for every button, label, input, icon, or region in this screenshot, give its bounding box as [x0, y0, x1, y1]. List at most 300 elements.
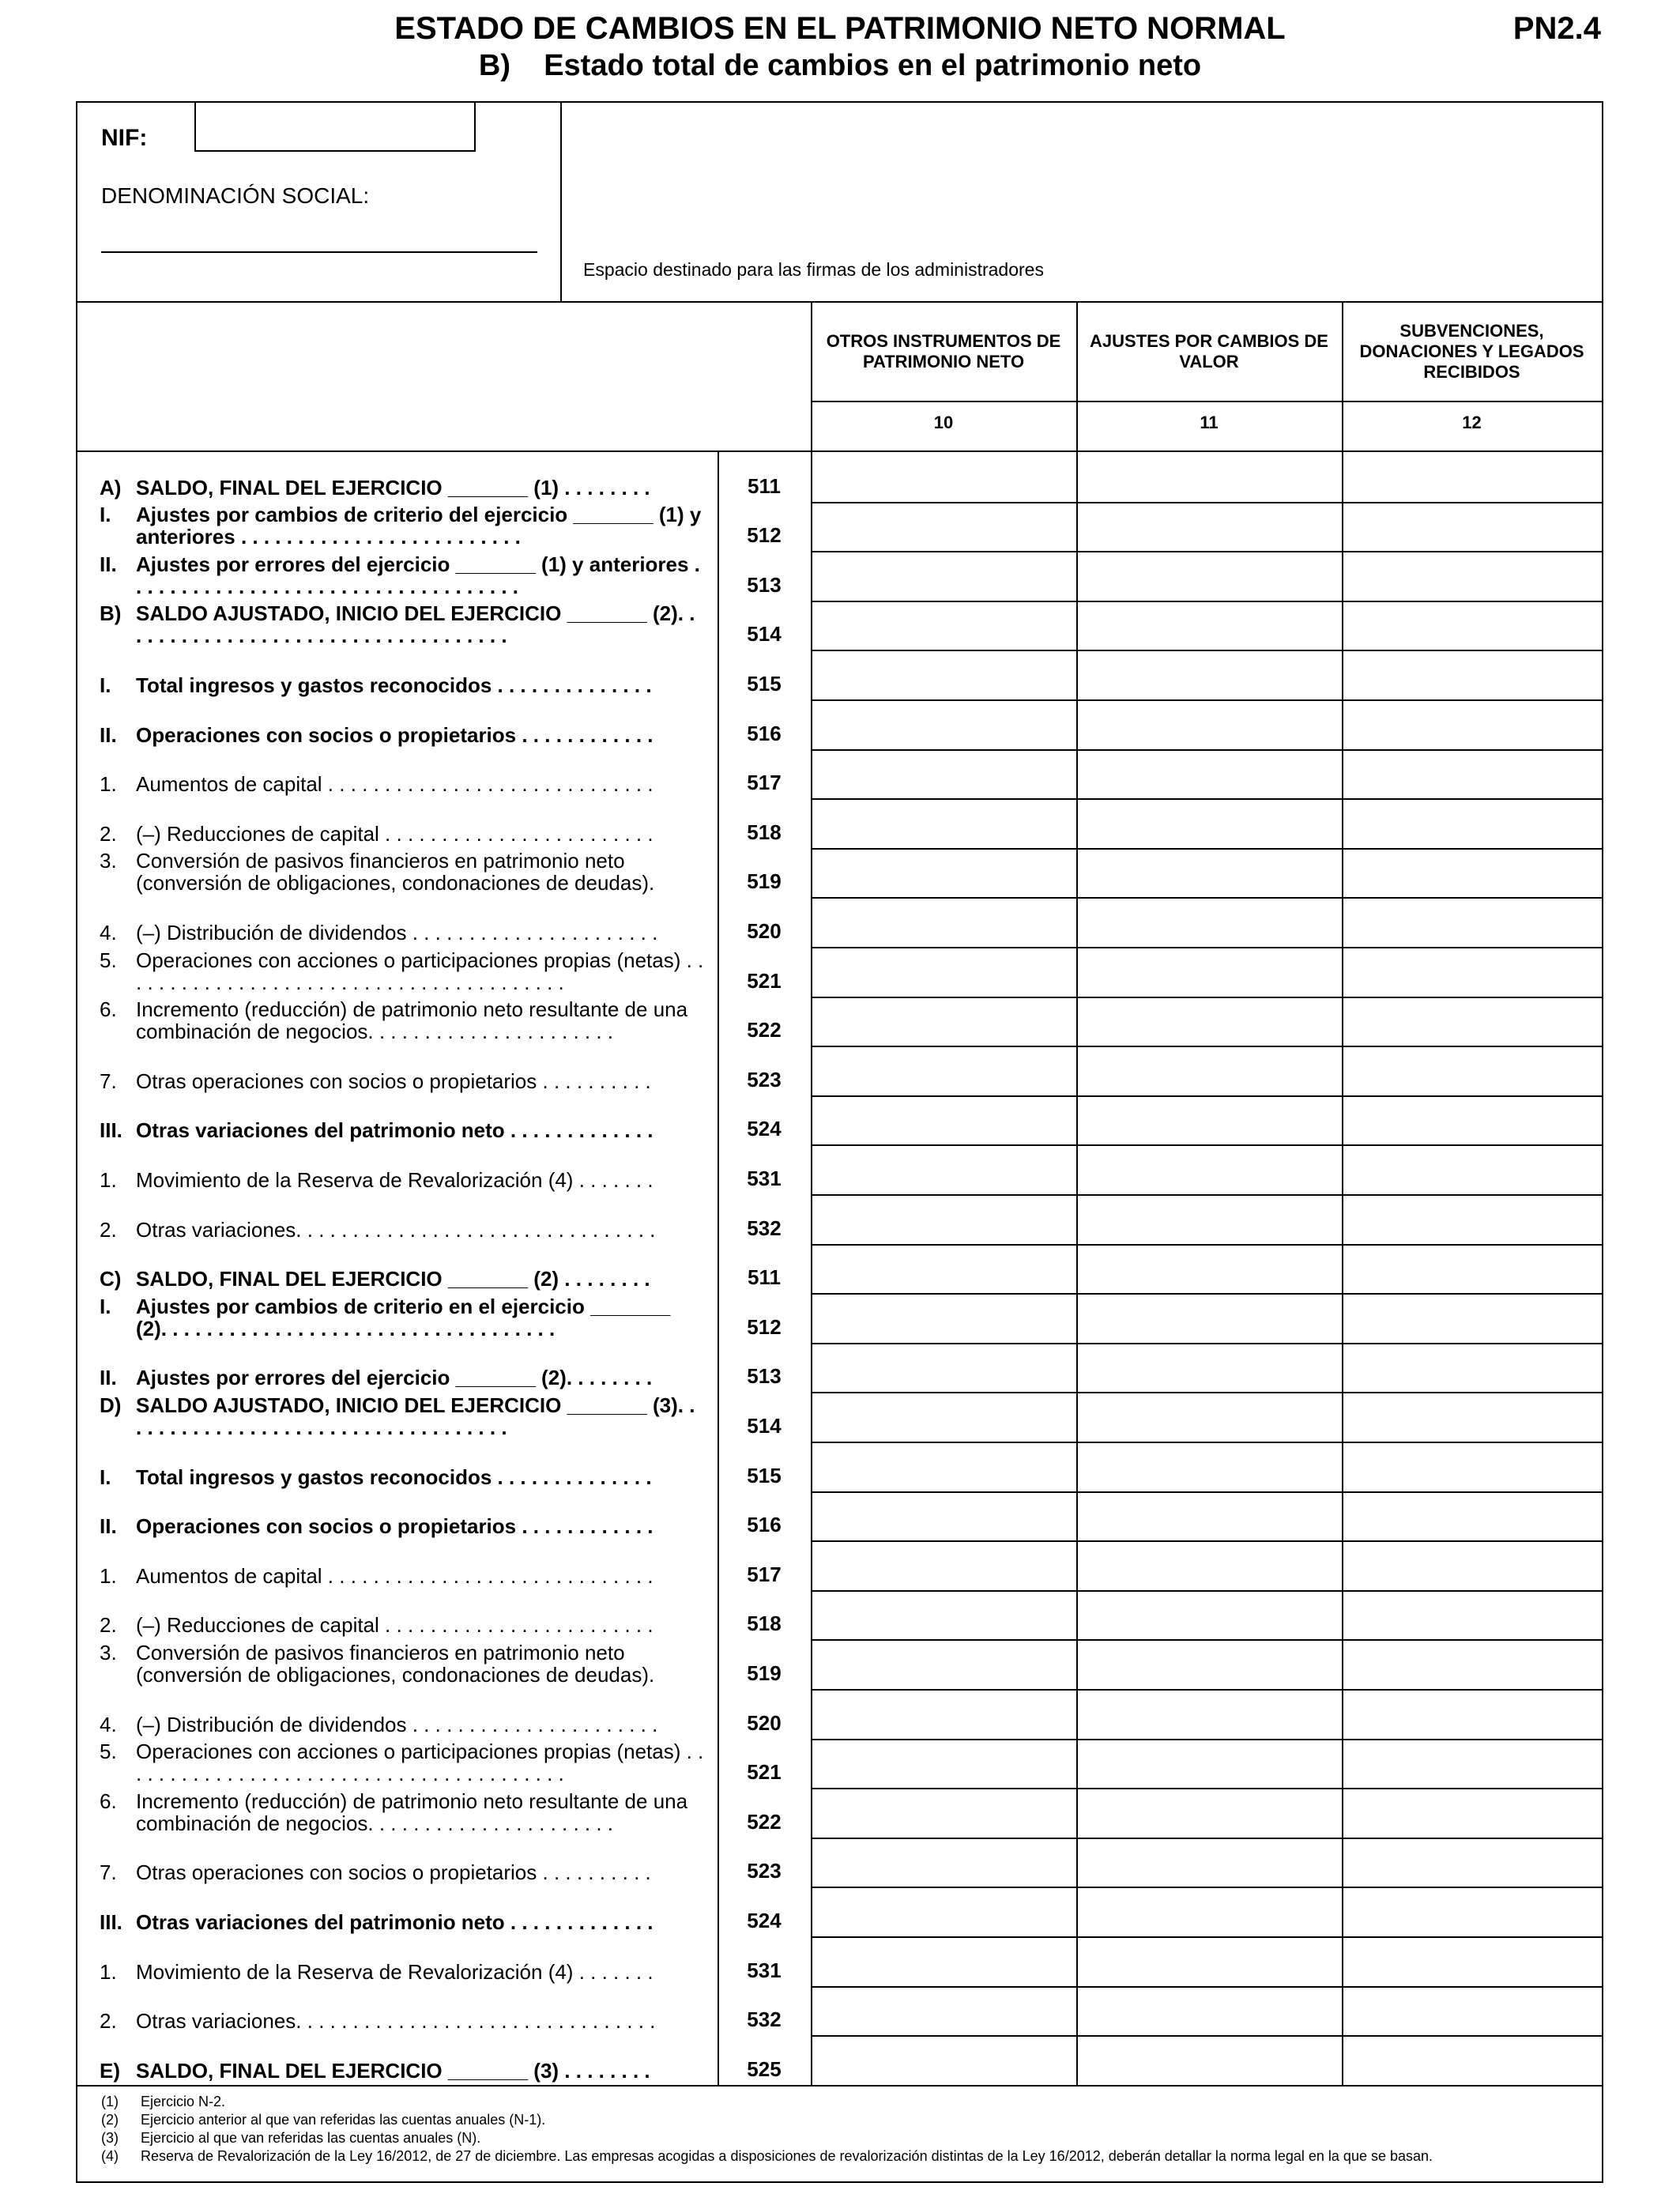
footnote	[101, 2129, 1433, 2147]
value-cell-10[interactable]	[812, 1244, 1076, 1294]
table-row	[77, 1046, 1602, 1095]
row-code: 518	[747, 820, 782, 844]
table-row	[77, 1144, 1602, 1194]
footnotes	[101, 2093, 1433, 2166]
value-cell-10[interactable]	[812, 1788, 1076, 1838]
row-code: 517	[747, 771, 782, 795]
row-number: 4.	[100, 1712, 117, 1736]
value-cell-12[interactable]	[1343, 1838, 1602, 1887]
footnote-number: (3)	[101, 2129, 119, 2146]
row-label	[100, 1961, 716, 1983]
value-cell-12[interactable]	[1343, 1293, 1602, 1343]
row-label	[100, 1119, 716, 1141]
row-label	[100, 1515, 716, 1537]
table-row	[77, 1936, 1602, 1986]
grid-line	[811, 301, 812, 452]
value-cell-10[interactable]	[812, 947, 1076, 997]
nif-label: NIF:	[101, 125, 148, 151]
row-code: 525	[747, 2056, 782, 2081]
table-row	[77, 650, 1602, 699]
value-cell-11[interactable]	[1078, 1639, 1342, 1689]
value-cell-11[interactable]	[1078, 2035, 1342, 2085]
value-cell-11[interactable]	[1078, 502, 1342, 552]
value-cell-10[interactable]	[812, 1442, 1076, 1491]
value-cell-11[interactable]	[1078, 1244, 1342, 1294]
value-cell-10[interactable]	[812, 502, 1076, 552]
row-code: 520	[747, 918, 782, 943]
value-cell-12[interactable]	[1343, 1986, 1602, 2036]
row-code: 512	[747, 523, 782, 548]
row-number: 6.	[100, 997, 117, 1022]
row-label	[100, 1911, 716, 1933]
row-code: 516	[747, 1513, 782, 1537]
row-code: 511	[748, 473, 781, 498]
grid-line	[811, 1590, 1602, 1592]
footnote-text: Ejercicio anterior al que van referidas las cuentas anuales (N-1).	[141, 2111, 546, 2128]
row-text: Incremento (reducción) de patrimonio neto resultante de una combinación de negocios. . . . . . . . . . . . . . . . . . . . . .	[136, 1789, 688, 1835]
grid-line	[811, 2035, 1602, 2037]
table-row	[77, 1639, 1602, 1689]
value-cell-12[interactable]	[1343, 1095, 1602, 1145]
table-row	[77, 1293, 1602, 1343]
page-subtitle: B) Estado total de cambios en el patrimonio neto	[478, 49, 1202, 82]
value-cell-11[interactable]	[1078, 650, 1342, 699]
row-number: 5.	[100, 948, 117, 972]
table-row	[77, 452, 1602, 502]
footnote	[101, 2147, 1433, 2166]
row-text: Operaciones con socios o propietarios . . . . . . . . . . . .	[136, 722, 654, 747]
value-cell-11[interactable]	[1078, 699, 1342, 749]
row-label	[100, 773, 716, 795]
table-row	[77, 1244, 1602, 1294]
row-code: 532	[747, 1216, 782, 1240]
row-number: III.	[100, 1909, 122, 1934]
row-text: Ajustes por cambios de criterio en el ejercicio _______ (2). . . . . . . . . . . . . . . . . . . . . . . . . . . . . . . . . . .	[136, 1294, 671, 1340]
row-number: II.	[100, 552, 117, 576]
denominacion-label: DENOMINACIÓN SOCIAL:	[101, 183, 370, 208]
value-cell-11[interactable]	[1078, 551, 1342, 601]
row-number: D)	[100, 1393, 122, 1417]
row-text: (–) Reducciones de capital . . . . . . . . . . . . . . . . . . . . . . . .	[136, 821, 654, 846]
value-cell-10[interactable]	[812, 1293, 1076, 1343]
table-row	[77, 551, 1602, 601]
value-cell-12[interactable]	[1343, 1639, 1602, 1689]
value-cell-10[interactable]	[812, 699, 1076, 749]
table-row	[77, 1838, 1602, 1887]
grid-line	[811, 1639, 1602, 1641]
table-row	[77, 798, 1602, 848]
value-cell-11[interactable]	[1078, 1095, 1342, 1145]
value-cell-11[interactable]	[1078, 1046, 1342, 1095]
grid-line	[811, 1293, 1602, 1295]
row-code: 513	[747, 572, 782, 597]
value-cell-11[interactable]	[1078, 452, 1342, 502]
grid-line	[811, 1739, 1602, 1740]
row-label	[100, 1219, 716, 1241]
value-cell-12[interactable]	[1343, 1244, 1602, 1294]
row-code: 532	[747, 2007, 782, 2032]
row-label	[100, 1367, 716, 1389]
row-code: 521	[747, 968, 782, 993]
column-number-10: 10	[933, 413, 954, 432]
row-label	[100, 1070, 716, 1092]
form-frame	[76, 101, 1603, 2183]
row-label	[100, 1642, 716, 1686]
value-cell-11[interactable]	[1078, 601, 1342, 650]
row-code: 531	[747, 1958, 782, 1982]
grid-line	[811, 1194, 1602, 1196]
value-cell-12[interactable]	[1343, 1936, 1602, 1986]
row-number: I.	[100, 1294, 111, 1318]
row-label	[100, 1740, 716, 1785]
row-text: Otras operaciones con socios o propietarios . . . . . . . . . .	[136, 1860, 651, 1885]
column-header-10: OTROS INSTRUMENTOS DE PATRIMONIO NETO	[826, 330, 1061, 371]
row-text: SALDO AJUSTADO, INICIO DEL EJERCICIO _______ (2). . . . . . . . . . . . . . . . . . . . . . . . . . . . . . . . . . .	[136, 601, 695, 648]
row-number: II.	[100, 722, 117, 747]
value-cell-10[interactable]	[812, 1739, 1076, 1789]
value-cell-12[interactable]	[1343, 502, 1602, 552]
row-text: Total ingresos y gastos reconocidos . . . . . . . . . . . . . .	[136, 673, 652, 697]
row-text: Incremento (reducción) de patrimonio neto resultante de una combinación de negocios. . . . . . . . . . . . . . . . . . . . . .	[136, 997, 688, 1044]
value-cell-10[interactable]	[812, 1343, 1076, 1393]
table-row	[77, 848, 1602, 898]
row-number: II.	[100, 1514, 117, 1539]
value-cell-12[interactable]	[1343, 1194, 1602, 1244]
value-cell-12[interactable]	[1343, 1392, 1602, 1442]
value-cell-11[interactable]	[1078, 997, 1342, 1046]
row-number: 2.	[100, 1217, 117, 1242]
row-label	[100, 998, 716, 1042]
row-code: 517	[747, 1562, 782, 1586]
row-code: 519	[747, 869, 782, 894]
page-title: ESTADO DE CAMBIOS EN EL PATRIMONIO NETO NORMAL	[394, 11, 1286, 46]
grid-line	[811, 1540, 1602, 1542]
table-row	[77, 1590, 1602, 1640]
footnote-number: (1)	[101, 2093, 119, 2109]
value-cell-10[interactable]	[812, 1986, 1076, 2036]
grid-line	[811, 1838, 1602, 1839]
grid-line	[811, 1046, 1602, 1047]
row-label	[100, 724, 716, 746]
value-cell-10[interactable]	[812, 1838, 1076, 1887]
row-text: Otras variaciones. . . . . . . . . . . . . . . . . . . . . . . . . . . . . . . .	[136, 1217, 656, 1242]
row-code: 513	[747, 1364, 782, 1389]
grid-line	[811, 947, 1602, 948]
row-text: Operaciones con acciones o participaciones propias (netas) . . . . . . . . . . . . . . . . . . . . . . . . . . . . . . . . . . . . . . . .	[136, 948, 704, 994]
row-code: 522	[747, 1809, 782, 1834]
value-cell-12[interactable]	[1343, 2035, 1602, 2085]
row-number: II.	[100, 1366, 117, 1390]
footnote-text: Reserva de Revalorización de la Ley 16/2012, de 27 de diciembre. Las empresas acogidas a disposiciones de revalorización distintas de la Ley 16/2012, deberán detallar la norma legal en la que se basan.	[141, 2147, 1433, 2164]
table-row	[77, 699, 1602, 749]
row-number: 1.	[100, 1167, 117, 1192]
grid-line	[1342, 301, 1343, 452]
value-cell-12[interactable]	[1343, 1343, 1602, 1393]
value-cell-11[interactable]	[1078, 749, 1342, 799]
value-cell-10[interactable]	[812, 650, 1076, 699]
row-number: 1.	[100, 772, 117, 797]
value-cell-12[interactable]	[1343, 897, 1602, 947]
row-number: C)	[100, 1267, 122, 1291]
grid-line	[811, 1244, 1602, 1246]
grid-line	[811, 997, 1602, 998]
row-label	[100, 602, 716, 647]
value-cell-10[interactable]	[812, 1095, 1076, 1145]
value-cell-11[interactable]	[1078, 798, 1342, 848]
grid-line	[811, 1986, 1602, 1988]
row-text: Otras operaciones con socios o propietarios . . . . . . . . . .	[136, 1069, 651, 1093]
value-cell-12[interactable]	[1343, 650, 1602, 699]
footnote	[101, 2111, 1433, 2129]
value-cell-12[interactable]	[1343, 1590, 1602, 1640]
value-cell-12[interactable]	[1343, 1144, 1602, 1194]
row-label	[100, 949, 716, 993]
row-code: 523	[747, 1859, 782, 1883]
row-label	[100, 553, 716, 598]
value-cell-11[interactable]	[1078, 1491, 1342, 1541]
value-cell-10[interactable]	[812, 1194, 1076, 1244]
value-cell-10[interactable]	[812, 1046, 1076, 1095]
row-text: SALDO, FINAL DEL EJERCICIO _______ (3) . . . . . . . .	[136, 2058, 650, 2083]
table-row	[77, 947, 1602, 997]
row-label	[100, 1565, 716, 1587]
value-cell-12[interactable]	[1343, 1689, 1602, 1739]
value-cell-11[interactable]	[1078, 1739, 1342, 1789]
table-row	[77, 1788, 1602, 1838]
row-text: Movimiento de la Reserva de Revalorización (4) . . . . . . .	[136, 1959, 654, 1984]
value-cell-12[interactable]	[1343, 1046, 1602, 1095]
grid-line	[811, 1936, 1602, 1938]
row-number: I.	[100, 1465, 111, 1489]
row-number: III.	[100, 1118, 122, 1143]
grid-line	[811, 1689, 1602, 1691]
footnote-number: (2)	[101, 2111, 119, 2128]
value-cell-11[interactable]	[1078, 1293, 1342, 1343]
grid-line	[811, 401, 1602, 402]
row-label	[100, 674, 716, 696]
grid-line	[811, 1491, 1602, 1493]
value-cell-10[interactable]	[812, 997, 1076, 1046]
row-code: 524	[747, 1908, 782, 1932]
value-cell-12[interactable]	[1343, 452, 1602, 502]
value-cell-12[interactable]	[1343, 1491, 1602, 1541]
row-number: 1.	[100, 1959, 117, 1984]
row-number: 3.	[100, 1640, 117, 1664]
footnote	[101, 2093, 1433, 2111]
value-cell-11[interactable]	[1078, 1887, 1342, 1936]
table-row	[77, 1491, 1602, 1541]
row-text: Otras variaciones. . . . . . . . . . . . . . . . . . . . . . . . . . . . . . . .	[136, 2009, 656, 2034]
row-text: (–) Reducciones de capital . . . . . . . . . . . . . . . . . . . . . . . .	[136, 1613, 654, 1638]
row-number: 3.	[100, 849, 117, 873]
value-cell-10[interactable]	[812, 1144, 1076, 1194]
table-row	[77, 1986, 1602, 2036]
value-cell-11[interactable]	[1078, 947, 1342, 997]
value-cell-11[interactable]	[1078, 1838, 1342, 1887]
row-text: Ajustes por errores del ejercicio _______ (2). . . . . . . .	[136, 1366, 653, 1390]
value-cell-11[interactable]	[1078, 1540, 1342, 1590]
value-cell-11[interactable]	[1078, 848, 1342, 898]
value-cell-11[interactable]	[1078, 1689, 1342, 1739]
value-cell-10[interactable]	[812, 749, 1076, 799]
row-code: 524	[747, 1117, 782, 1141]
row-label	[100, 823, 716, 845]
value-cell-10[interactable]	[812, 848, 1076, 898]
value-cell-12[interactable]	[1343, 601, 1602, 650]
table-row	[77, 1194, 1602, 1244]
row-number: 1.	[100, 1563, 117, 1588]
table-row	[77, 1095, 1602, 1145]
identity-header	[77, 103, 1602, 303]
value-cell-12[interactable]	[1343, 947, 1602, 997]
signatures-area-label: Espacio destinado para las firmas de los administradores	[583, 259, 1044, 280]
row-label	[100, 477, 716, 499]
row-text: Ajustes por cambios de criterio del ejercicio _______ (1) y anteriores . . . . . . . . . . . . . . . . . . . . . . . . .	[136, 503, 702, 549]
value-cell-11[interactable]	[1078, 1392, 1342, 1442]
row-code: 515	[747, 1463, 782, 1487]
table-row	[77, 1442, 1602, 1491]
row-number: 6.	[100, 1789, 117, 1813]
value-cell-10[interactable]	[812, 452, 1076, 502]
row-text: Aumentos de capital . . . . . . . . . . . . . . . . . . . . . . . . . . . . .	[136, 772, 654, 797]
table-row	[77, 997, 1602, 1046]
value-cell-10[interactable]	[812, 1540, 1076, 1590]
row-number: 2.	[100, 821, 117, 846]
row-label	[100, 1713, 716, 1736]
value-cell-11[interactable]	[1078, 1788, 1342, 1838]
row-text: SALDO, FINAL DEL EJERCICIO _______ (1) . . . . . . . .	[136, 475, 650, 499]
row-label	[100, 1394, 716, 1438]
grid-line	[77, 2085, 1602, 2087]
value-cell-10[interactable]	[812, 551, 1076, 601]
value-cell-10[interactable]	[812, 798, 1076, 848]
row-number: 2.	[100, 2009, 117, 2034]
denominacion-input[interactable]	[101, 251, 537, 253]
row-text: Otras variaciones del patrimonio neto . . . . . . . . . . . . .	[136, 1118, 654, 1143]
row-label	[100, 1169, 716, 1191]
value-cell-11[interactable]	[1078, 1144, 1342, 1194]
row-code: 519	[747, 1661, 782, 1685]
value-cell-11[interactable]	[1078, 897, 1342, 947]
table-row	[77, 2035, 1602, 2085]
value-cell-10[interactable]	[812, 1590, 1076, 1640]
row-number: 4.	[100, 920, 117, 944]
value-cell-11[interactable]	[1078, 1590, 1342, 1640]
column-number-11: 11	[1200, 413, 1219, 432]
table-row	[77, 1887, 1602, 1936]
row-code: 514	[747, 622, 782, 647]
value-cell-10[interactable]	[812, 1639, 1076, 1689]
row-code: 523	[747, 1067, 782, 1091]
grid-line	[811, 1442, 1602, 1443]
row-text: SALDO AJUSTADO, INICIO DEL EJERCICIO _______ (3). . . . . . . . . . . . . . . . . . . . . . . . . . . . . . . . . . .	[136, 1393, 695, 1439]
value-cell-10[interactable]	[812, 1887, 1076, 1936]
row-label	[100, 850, 716, 894]
value-cell-11[interactable]	[1078, 1194, 1342, 1244]
row-number: 5.	[100, 1740, 117, 1764]
column-header-12: SUBVENCIONES, DONACIONES Y LEGADOS RECIBIDOS	[1359, 320, 1584, 382]
value-cell-12[interactable]	[1343, 1540, 1602, 1590]
value-cell-12[interactable]	[1343, 1887, 1602, 1936]
row-number: I.	[100, 673, 111, 697]
table-row	[77, 897, 1602, 947]
value-cell-10[interactable]	[812, 1491, 1076, 1541]
value-cell-12[interactable]	[1343, 997, 1602, 1046]
value-cell-10[interactable]	[812, 1936, 1076, 1986]
row-text: Operaciones con acciones o participaciones propias (netas) . . . . . . . . . . . . . . . . . . . . . . . . . . . . . . . . . . . . . . . .	[136, 1740, 704, 1786]
value-cell-10[interactable]	[812, 1689, 1076, 1739]
row-text: Operaciones con socios o propietarios . . . . . . . . . . . .	[136, 1514, 654, 1539]
grid-line	[811, 1788, 1602, 1789]
value-cell-10[interactable]	[812, 1392, 1076, 1442]
value-cell-12[interactable]	[1343, 699, 1602, 749]
row-number: I.	[100, 503, 111, 527]
row-label	[100, 1295, 716, 1340]
row-number: 7.	[100, 1069, 117, 1093]
value-cell-12[interactable]	[1343, 848, 1602, 898]
row-text: Aumentos de capital . . . . . . . . . . . . . . . . . . . . . . . . . . . . .	[136, 1563, 654, 1588]
value-cell-12[interactable]	[1343, 551, 1602, 601]
value-cell-12[interactable]	[1343, 1788, 1602, 1838]
table-row	[77, 1392, 1602, 1442]
table-row	[77, 1343, 1602, 1393]
value-cell-10[interactable]	[812, 897, 1076, 947]
row-label	[100, 1790, 716, 1834]
grid-line	[811, 699, 1602, 701]
footnote-text: Ejercicio al que van referidas las cuentas anuales (N).	[141, 2129, 481, 2146]
value-cell-12[interactable]	[1343, 1739, 1602, 1789]
grid-line	[811, 551, 1602, 552]
row-text: (–) Distribución de dividendos . . . . . . . . . . . . . . . . . . . . . .	[136, 1712, 658, 1736]
row-code: 512	[747, 1314, 782, 1339]
row-label	[100, 2060, 716, 2082]
row-code: 516	[747, 721, 782, 745]
grid-line	[811, 1095, 1602, 1097]
value-cell-10[interactable]	[812, 2035, 1076, 2085]
grid-line	[811, 749, 1602, 751]
value-cell-11[interactable]	[1078, 1343, 1342, 1393]
grid-line	[811, 502, 1602, 503]
grid-line	[811, 848, 1602, 850]
row-code: 518	[747, 1612, 782, 1636]
value-cell-11[interactable]	[1078, 1986, 1342, 2036]
row-text: Otras variaciones del patrimonio neto . . . . . . . . . . . . .	[136, 1909, 654, 1934]
identity-block	[77, 103, 562, 301]
value-cell-12[interactable]	[1343, 1442, 1602, 1491]
row-text: Ajustes por errores del ejercicio _______ (1) y anteriores . . . . . . . . . . . . . . . . . . . . . . . . . . . . . . . . . . .	[136, 552, 700, 598]
grid-line	[811, 1887, 1602, 1888]
table-row	[77, 749, 1602, 799]
row-text: Total ingresos y gastos reconocidos . . . . . . . . . . . . . .	[136, 1465, 652, 1489]
grid-line	[811, 650, 1602, 651]
table-row	[77, 1540, 1602, 1590]
footnote-number: (4)	[101, 2147, 119, 2164]
row-code: 531	[747, 1166, 782, 1190]
row-label	[100, 1861, 716, 1883]
value-cell-10[interactable]	[812, 601, 1076, 650]
nif-input[interactable]	[194, 103, 476, 152]
value-cell-12[interactable]	[1343, 749, 1602, 799]
table-row	[77, 1739, 1602, 1789]
column-header-11: AJUSTES POR CAMBIOS DE VALOR	[1090, 330, 1328, 371]
row-number: 7.	[100, 1860, 117, 1885]
value-cell-12[interactable]	[1343, 798, 1602, 848]
table-row	[77, 502, 1602, 552]
value-cell-11[interactable]	[1078, 1936, 1342, 1986]
value-cell-11[interactable]	[1078, 1442, 1342, 1491]
row-code: 515	[747, 671, 782, 696]
grid-line	[811, 1392, 1602, 1393]
